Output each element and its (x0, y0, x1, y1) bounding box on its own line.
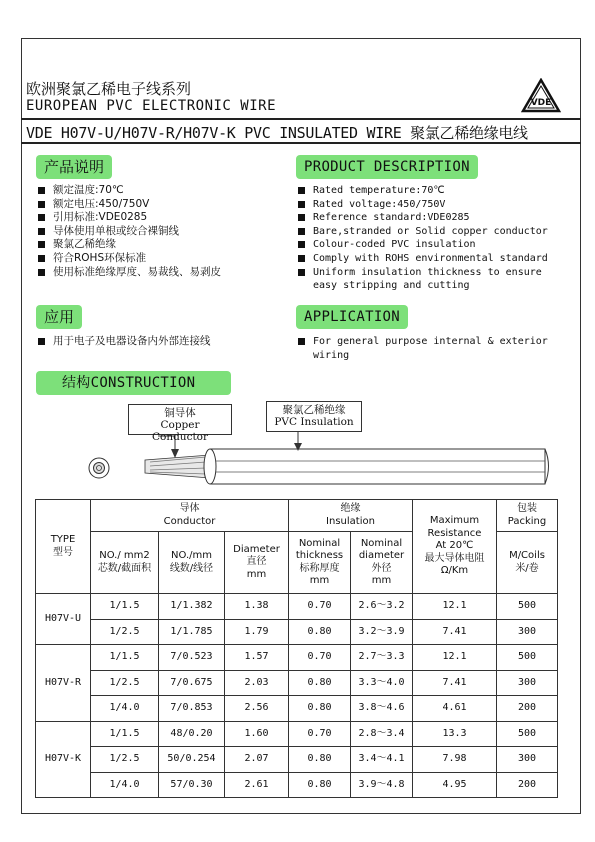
cell-packing: 300 (497, 670, 558, 696)
cell-area: 1/4.0 (91, 696, 159, 722)
cell-packing: 300 (497, 747, 558, 773)
cell-area: 1/1.5 (91, 645, 159, 671)
bullet-icon (298, 201, 305, 208)
cell-resistance: 7.98 (413, 747, 497, 773)
table-row (36, 747, 558, 773)
cell-strands: 50/0.254 (159, 747, 225, 773)
cell-packing: 500 (497, 594, 558, 620)
cell-strands: 1/1.382 (159, 594, 225, 620)
header-type: TYPE 型号 (36, 500, 91, 594)
cell-packing: 200 (497, 696, 558, 722)
cell-packing: 200 (497, 772, 558, 798)
callout-label-cn: 铜导体 (164, 407, 196, 419)
header-area: NO./ mm2 芯数/截面积 (91, 532, 159, 594)
product-features-cn (38, 184, 278, 279)
bullet-icon (38, 255, 45, 262)
header-resistance: Maximum Resistance At 20℃ 最大导体电阻 Ω/Km (413, 500, 497, 594)
list-item-text: 引用标准:VDE0285 (53, 211, 148, 224)
list-item-text: 导体使用单根或绞合裸铜线 (53, 224, 179, 237)
list-item-text: 符合ROHS环保标准 (53, 251, 147, 264)
application-cn (38, 335, 278, 349)
cell-area: 1/4.0 (91, 772, 159, 798)
list-item-text: For general purpose internal & exterior wiring (313, 336, 548, 361)
cell-diameter: 1.38 (225, 594, 289, 620)
list-item (38, 335, 278, 349)
cell-strands: 57/0.30 (159, 772, 225, 798)
section-title-application-cn: 应用 (36, 305, 82, 329)
cell-thickness: 0.80 (289, 619, 351, 645)
list-item (38, 225, 278, 239)
list-item (38, 184, 278, 198)
table-row (36, 721, 558, 747)
cell-thickness: 0.80 (289, 696, 351, 722)
table-row (36, 670, 558, 696)
bullet-icon (298, 255, 305, 262)
cell-resistance: 4.61 (413, 696, 497, 722)
bullet-icon (298, 228, 305, 235)
bullet-icon (38, 241, 45, 248)
cell-strands: 7/0.523 (159, 645, 225, 671)
list-item-text: Reference standard:VDE0285 (313, 212, 470, 224)
section-title-construction: 结构CONSTRUCTION (36, 371, 231, 395)
cell-type: H07V-U (36, 594, 91, 645)
bullet-icon (38, 228, 45, 235)
cell-diameter: 2.07 (225, 747, 289, 773)
list-item (298, 211, 556, 225)
header-conductor: 导体 Conductor (91, 500, 289, 532)
list-item-text: 用于电子及电器设备内外部连接线 (53, 335, 211, 347)
bullet-icon (298, 241, 305, 248)
callout-label-en: PVC Insulation (274, 416, 354, 428)
bullet-icon (38, 214, 45, 221)
header-strands: NO./mm 线数/线径 (159, 532, 225, 594)
cell-packing: 500 (497, 645, 558, 671)
cell-outer-diameter: 3.3～4.0 (351, 670, 413, 696)
table-row (36, 772, 558, 798)
cell-outer-diameter: 2.6～3.2 (351, 594, 413, 620)
cell-resistance: 12.1 (413, 594, 497, 620)
callout-label-en: Copper Conductor (151, 419, 209, 443)
cell-packing: 500 (497, 721, 558, 747)
cell-resistance: 7.41 (413, 619, 497, 645)
cell-strands: 7/0.675 (159, 670, 225, 696)
cell-type: H07V-R (36, 645, 91, 722)
cell-thickness: 0.70 (289, 594, 351, 620)
list-item (298, 335, 556, 362)
bullet-icon (298, 269, 305, 276)
cell-area: 1/2.5 (91, 747, 159, 773)
cell-diameter: 1.60 (225, 721, 289, 747)
bullet-icon (38, 269, 45, 276)
cell-strands: 1/1.785 (159, 619, 225, 645)
cell-packing: 300 (497, 619, 558, 645)
cell-outer-diameter: 3.8～4.6 (351, 696, 413, 722)
cell-outer-diameter: 2.7～3.3 (351, 645, 413, 671)
cell-strands: 48/0.20 (159, 721, 225, 747)
list-item-text: Rated voltage:450/750V (313, 198, 446, 210)
cell-thickness: 0.80 (289, 772, 351, 798)
cell-outer-diameter: 2.8～3.4 (351, 721, 413, 747)
list-item (298, 266, 556, 293)
product-title: VDE H07V-U/H07V-R/H07V-K PVC INSULATED WIRE 聚氯乙稀绝缘电线 (26, 124, 528, 142)
vde-logo (521, 78, 561, 114)
list-item-text: Rated temperature:70℃ (313, 185, 445, 196)
cell-thickness: 0.80 (289, 670, 351, 696)
cell-diameter: 2.03 (225, 670, 289, 696)
cell-resistance: 12.1 (413, 645, 497, 671)
cell-diameter: 2.61 (225, 772, 289, 798)
cell-area: 1/1.5 (91, 721, 159, 747)
bullet-icon (298, 187, 305, 194)
table-row (36, 594, 558, 620)
table-row (36, 696, 558, 722)
cell-area: 1/2.5 (91, 619, 159, 645)
header-rule (21, 118, 581, 120)
list-item-text: Comply with ROHS environmental standard (313, 252, 548, 264)
header-outer-diameter: Nominal diameter 外径 mm (351, 532, 413, 594)
bullet-icon (38, 338, 45, 345)
list-item (38, 266, 278, 280)
table-row (36, 619, 558, 645)
cell-area: 1/2.5 (91, 670, 159, 696)
cell-outer-diameter: 3.4～4.1 (351, 747, 413, 773)
cell-thickness: 0.70 (289, 721, 351, 747)
bullet-icon (298, 338, 305, 345)
cell-outer-diameter: 3.2～3.9 (351, 619, 413, 645)
callout-copper-conductor (128, 404, 232, 443)
section-title-application-en: APPLICATION (296, 305, 408, 329)
cell-diameter: 1.79 (225, 619, 289, 645)
list-item-text: Bare,stranded or Solid copper conductor (313, 225, 548, 237)
header-packing: 包装 Packing (497, 500, 558, 532)
header-coils: M/Coils 米/卷 (497, 532, 558, 594)
list-item (298, 252, 556, 266)
table-row (36, 645, 558, 671)
list-item (38, 252, 278, 266)
bullet-icon (38, 187, 45, 194)
cell-thickness: 0.70 (289, 645, 351, 671)
bullet-icon (38, 201, 45, 208)
section-title-product-cn: 产品说明 (36, 155, 112, 179)
bullet-icon (298, 214, 305, 221)
cell-strands: 7/0.853 (159, 696, 225, 722)
list-item (38, 198, 278, 212)
svg-text:VDE: VDE (530, 98, 552, 108)
section-title-product-en: PRODUCT DESCRIPTION (296, 155, 478, 179)
list-item (298, 184, 556, 198)
cell-area: 1/1.5 (91, 594, 159, 620)
header-title-cn: 欧洲聚氯乙稀电子线系列 (26, 80, 192, 98)
title-rule (21, 142, 581, 144)
cell-resistance: 13.3 (413, 721, 497, 747)
cell-type: H07V-K (36, 721, 91, 798)
list-item (38, 238, 278, 252)
product-features-en (298, 184, 556, 293)
callout-pvc-insulation (266, 401, 362, 432)
header-insulation: 绝缘 Insulation (289, 500, 413, 532)
list-item (298, 198, 556, 212)
list-item-text: Uniform insulation thickness to ensure easy stripping and cutting (313, 266, 542, 292)
application-en (298, 335, 556, 362)
callout-label-cn: 聚氯乙稀绝缘 (282, 404, 346, 416)
cell-outer-diameter: 3.9～4.8 (351, 772, 413, 798)
list-item-text: Colour-coded PVC insulation (313, 239, 476, 251)
list-item (298, 238, 556, 252)
cell-resistance: 7.41 (413, 670, 497, 696)
cell-diameter: 1.57 (225, 645, 289, 671)
list-item-text: 聚氯乙稀绝缘 (53, 238, 116, 251)
list-item-text: 使用标准绝缘厚度、易裁线、易剥皮 (53, 265, 221, 278)
header-thickness: Nominal thickness 标称厚度 mm (289, 532, 351, 594)
list-item-text: 额定温度:70℃ (53, 184, 124, 196)
list-item (298, 225, 556, 239)
cell-resistance: 4.95 (413, 772, 497, 798)
list-item (38, 211, 278, 225)
header-diameter: Diameter 直径 mm (225, 532, 289, 594)
cell-thickness: 0.80 (289, 747, 351, 773)
cell-diameter: 2.56 (225, 696, 289, 722)
list-item-text: 额定电压:450/750V (53, 197, 150, 210)
spec-table (35, 499, 558, 798)
header-title-en: EUROPEAN PVC ELECTRONIC WIRE (26, 98, 277, 114)
